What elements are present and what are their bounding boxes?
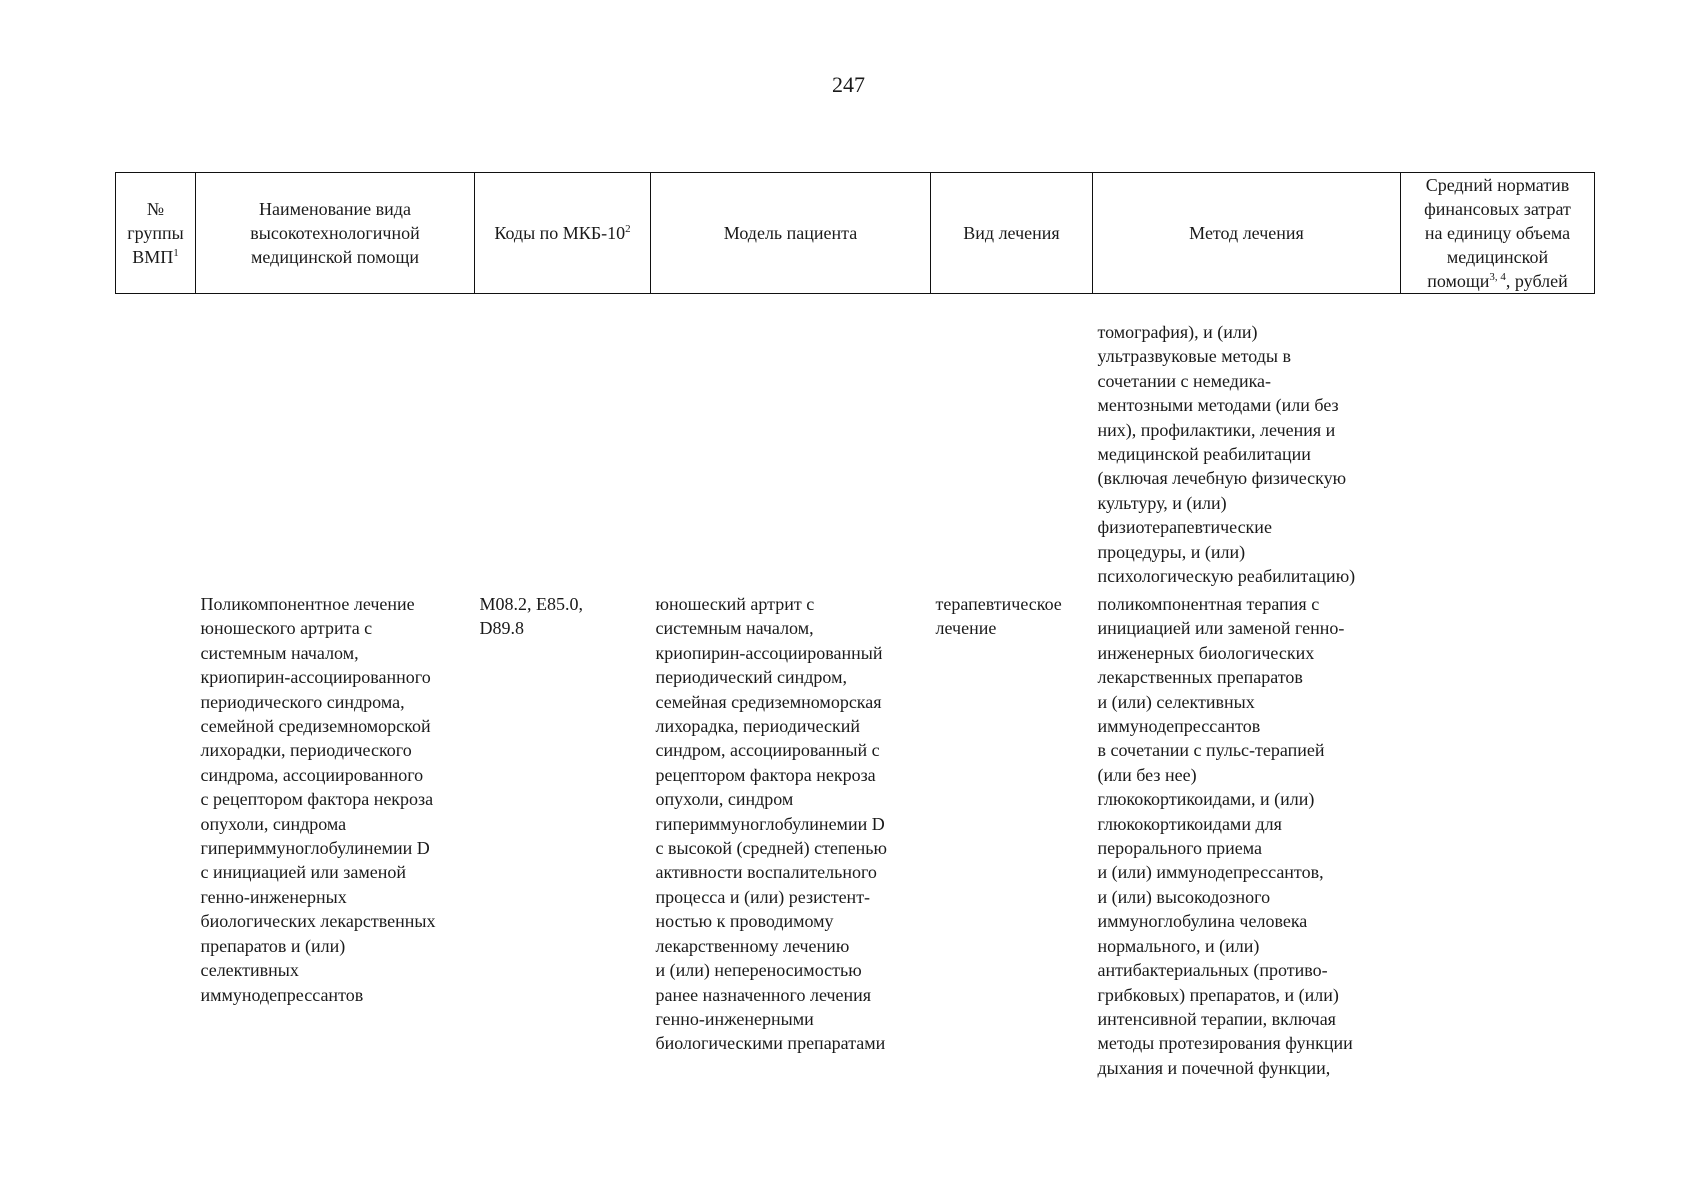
cell-codes: M08.2, E85.0, D89.8 (479, 594, 583, 639)
cell-treatment-type (931, 294, 1093, 593)
header-group-number: № группы ВМП$^1$ (116, 173, 196, 294)
table-row (116, 592, 1595, 1080)
cell-codes (475, 294, 651, 593)
header-care-type-name: Наименование вида высокотехнологичной медицинской помощи (196, 173, 475, 294)
cell-method: томография), и (или) ультразвуковые методы в сочетании с немедика- ментозными методами (или без них), профилактики, лечения и медицинской реабилитации (включая лечебную физическую культуру, и (или) физиотерапевтические процедуры, и (или) психологическую реабилитацию) (1097, 322, 1356, 587)
cell-name: Поликомпонентное лечение юношеского артрита с системным началом, криопирин-ассоциированного периодического синдрома, семейной средиземноморской лихорадки, периодического синдрома, ассоциированного с рецептором фактора некроза опухоли, синдрома гипериммуноглобулинемии D с инициацией или заменой генно-инженерных биологических лекарственных препаратов и (или) селективных иммунодепрессантов (200, 594, 436, 1005)
header-treatment-method: Метод лечения (1093, 173, 1401, 294)
vmp-table (115, 172, 1595, 1080)
table-body (116, 294, 1595, 1081)
cell-method: поликомпонентная терапия с инициацией или заменой генно- инженерных биологических лекарственных препаратов и (или) селективных иммунодепрессантов в сочетании с пульс-терапией (или без нее) глюкокортикоидами, и (или) глюкокортикоидами для перорального приема и (или) иммунодепрессантов, и (или) высокодозного иммуноглобулина человека нормального, и (или) антибактериальных (противо- грибковых) препаратов, и (или) интенсивной терапии, включая методы протезирования функции дыхания и почечной функции, (1097, 594, 1353, 1078)
cell-treatment-type: терапевтическое лечение (935, 594, 1062, 639)
cell-patient-model (651, 294, 931, 593)
cell-cost (1401, 592, 1595, 1080)
header-treatment-type: Вид лечения (931, 173, 1093, 294)
cell-group (116, 592, 196, 1080)
page-number: 247 (832, 72, 865, 97)
cell-patient-model: юношеский артрит с системным началом, криопирин-ассоциированный периодический синдром, семейная средиземноморская лихорадка, периодический синдром, ассоциированный с рецептором фактора некроза опухоли, синдром гипериммуноглобулинемии D с высокой (средней) степенью активности воспалительного процесса и (или) резистент- ностью к проводимому лекарственному лечению и (или) непереносимостью ранее назначенного лечения генно-инженерными биологическими препаратами (655, 594, 887, 1054)
cell-name (196, 294, 475, 593)
cell-cost (1401, 294, 1595, 593)
header-icd-codes: Коды по МКБ-$10^2$ (475, 173, 651, 294)
header-row (116, 173, 1595, 294)
header-average-cost: Средний норматив финансовых затрат на единицу объема медицинской помощи$^{3, 4}$, рублей (1401, 173, 1595, 294)
table-row (116, 294, 1595, 593)
header-patient-model: Модель пациента (651, 173, 931, 294)
cell-group (116, 294, 196, 593)
table-header (116, 173, 1595, 294)
